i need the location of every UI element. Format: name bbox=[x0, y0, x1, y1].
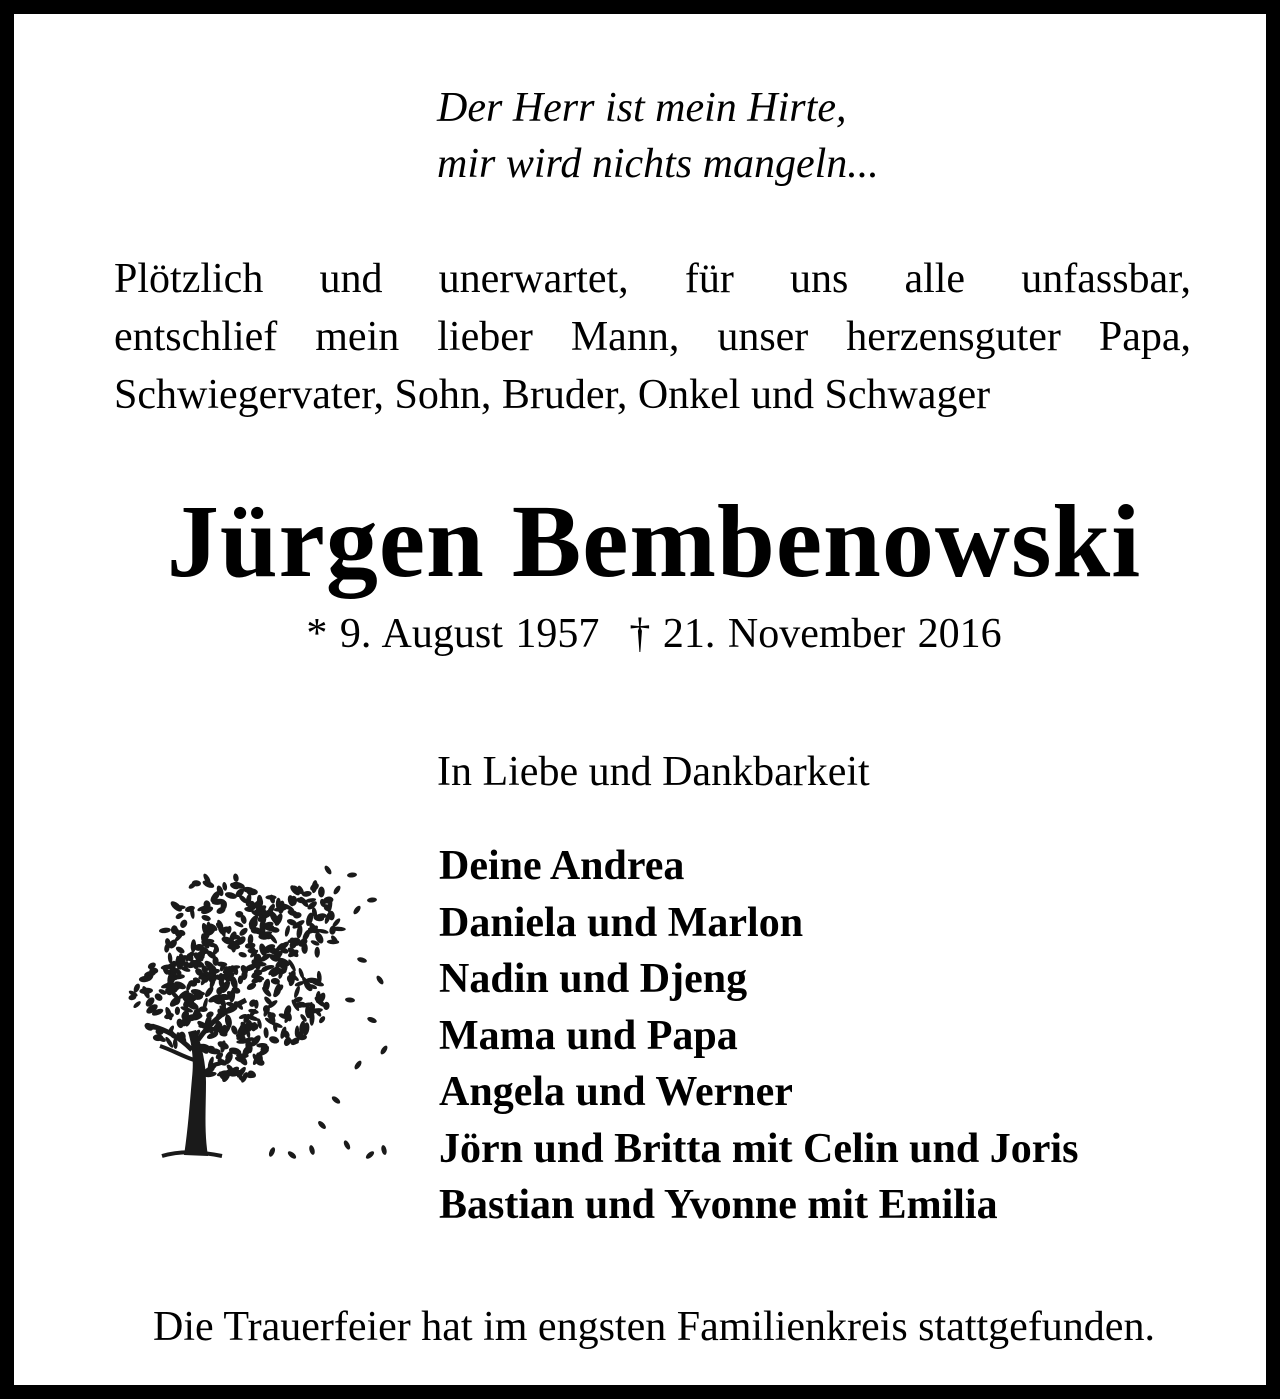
announcement-line-1: Plötzlich und unerwartet, für uns alle unfassbar, bbox=[114, 256, 1191, 302]
signer-name: Deine Andrea bbox=[439, 843, 685, 889]
signer-name: Bastian und Yvonne mit Emilia bbox=[439, 1182, 998, 1228]
closing-phrase: In Liebe und Dankbarkeit bbox=[437, 749, 870, 795]
signer-name: Angela und Werner bbox=[439, 1069, 793, 1115]
deceased-name: Jürgen Bembenowski bbox=[166, 484, 1142, 599]
signer-name: Nadin und Djeng bbox=[439, 956, 748, 1002]
tree-in-wind-icon bbox=[122, 850, 394, 1170]
announcement-line-3: Schwiegervater, Sohn, Bruder, Onkel und Schwager bbox=[114, 372, 991, 418]
signer-name: Mama und Papa bbox=[439, 1012, 738, 1059]
funeral-note: Die Trauerfeier hat im engsten Familienkreis stattgefunden. bbox=[153, 1304, 1155, 1350]
signer-name: Jörn und Britta mit Celin und Joris bbox=[439, 1125, 1079, 1172]
death-date: † 21. November 2016 bbox=[629, 611, 1002, 657]
bible-verse-line-2: mir wird nichts mangeln... bbox=[437, 141, 879, 187]
birth-date: * 9. August 1957 bbox=[306, 611, 600, 657]
signer-name: Daniela und Marlon bbox=[439, 899, 804, 946]
signers-list bbox=[439, 838, 1078, 1234]
life-dates bbox=[14, 606, 1280, 662]
bible-verse-line-1: Der Herr ist mein Hirte, bbox=[437, 85, 847, 131]
announcement-line-2: entschlief mein lieber Mann, unser herzensguter Papa, bbox=[114, 314, 1191, 360]
